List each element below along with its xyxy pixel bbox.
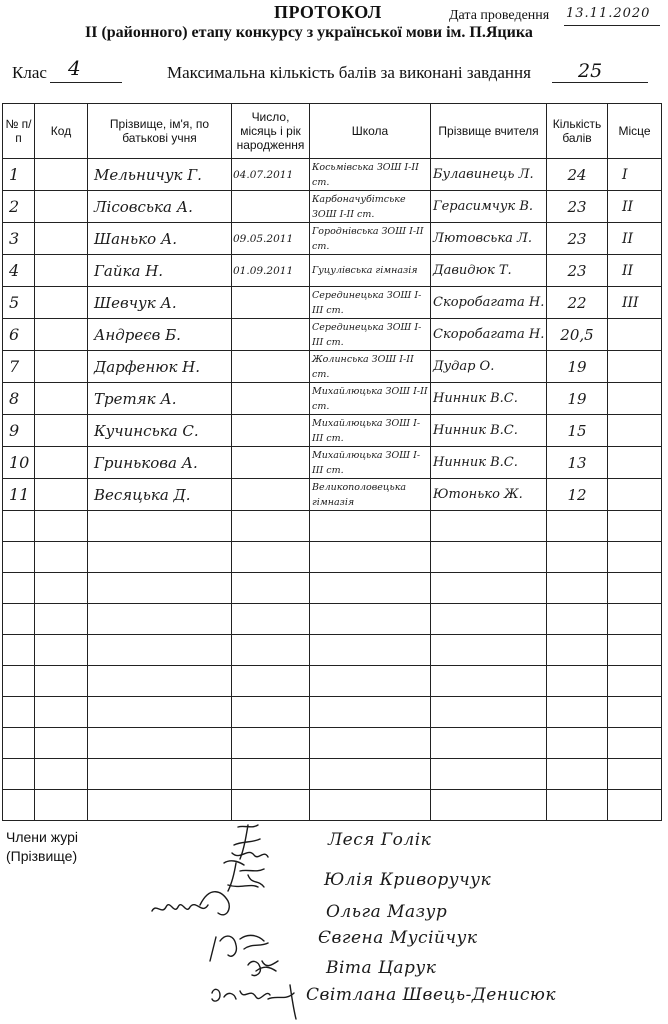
table-header-row (3, 104, 662, 159)
row-number-cell: 6 (3, 319, 35, 351)
empty-cell (35, 573, 88, 604)
empty-cell (3, 790, 35, 821)
empty-cell (431, 666, 547, 697)
empty-cell (35, 697, 88, 728)
empty-cell (547, 666, 608, 697)
place-cell: ІІ (608, 255, 662, 287)
student-name-cell: Андреєв Б. (88, 319, 232, 351)
empty-cell (35, 542, 88, 573)
empty-table-row (3, 790, 662, 821)
row-code-cell (35, 479, 88, 511)
place-cell: І (608, 159, 662, 191)
empty-cell (232, 666, 310, 697)
birth-date-cell (232, 415, 310, 447)
birth-date-cell (232, 351, 310, 383)
empty-cell (232, 635, 310, 666)
empty-table-row (3, 759, 662, 790)
empty-cell (608, 542, 662, 573)
empty-cell (88, 511, 232, 542)
column-header-school: Школа (310, 104, 431, 159)
empty-cell (431, 511, 547, 542)
empty-cell (35, 511, 88, 542)
student-name-cell: Шевчук А. (88, 287, 232, 319)
school-name-cell: Городнівська ЗОШ І-ІІ ст. (310, 223, 431, 255)
empty-cell (547, 759, 608, 790)
column-header-place: Місце (608, 104, 662, 159)
empty-cell (310, 635, 431, 666)
empty-cell (608, 759, 662, 790)
row-number-cell: 2 (3, 191, 35, 223)
empty-cell (310, 604, 431, 635)
row-number-cell: 1 (3, 159, 35, 191)
school-name-cell: Михайлюцька ЗОШ І-ІІ ст. (310, 383, 431, 415)
row-code-cell (35, 287, 88, 319)
empty-cell (88, 759, 232, 790)
empty-cell (35, 604, 88, 635)
empty-cell (608, 604, 662, 635)
empty-table-row (3, 542, 662, 573)
empty-cell (3, 728, 35, 759)
score-cell: 20,5 (547, 319, 608, 351)
score-cell: 12 (547, 479, 608, 511)
document-title: ПРОТОКОЛ (274, 2, 382, 22)
class-underline (50, 82, 122, 83)
empty-cell (3, 573, 35, 604)
school-name-cell: Косьмівська ЗОШ І-ІІ ст. (310, 159, 431, 191)
empty-cell (232, 573, 310, 604)
teacher-name-cell: Нинник В.С. (431, 415, 547, 447)
row-code-cell (35, 159, 88, 191)
student-name-cell: Гайка Н. (88, 255, 232, 287)
teacher-name-cell: Давидюк Т. (431, 255, 547, 287)
place-cell: ІІ (608, 191, 662, 223)
empty-cell (3, 604, 35, 635)
teacher-name-cell: Скоробагата Н. (431, 287, 547, 319)
birth-date-cell: 09.05.2011 (232, 223, 310, 255)
row-number-cell: 10 (3, 447, 35, 479)
empty-table-row (3, 604, 662, 635)
empty-cell (3, 542, 35, 573)
column-header-code: Код (35, 104, 88, 159)
school-name-cell: Серединецька ЗОШ І-ІІІ ст. (310, 287, 431, 319)
row-code-cell (35, 383, 88, 415)
empty-cell (310, 511, 431, 542)
place-cell (608, 415, 662, 447)
empty-cell (431, 728, 547, 759)
table-row (3, 191, 662, 223)
empty-cell (35, 635, 88, 666)
row-number-cell: 9 (3, 415, 35, 447)
date-label: Дата проведення (449, 8, 550, 23)
birth-date-cell (232, 383, 310, 415)
empty-table-row (3, 511, 662, 542)
empty-cell (547, 697, 608, 728)
empty-cell (431, 635, 547, 666)
empty-cell (310, 666, 431, 697)
row-code-cell (35, 319, 88, 351)
student-name-cell: Лісовська А. (88, 191, 232, 223)
empty-cell (431, 759, 547, 790)
row-code-cell (35, 447, 88, 479)
empty-cell (88, 635, 232, 666)
teacher-name-cell: Лютовська Л. (431, 223, 547, 255)
score-cell: 19 (547, 383, 608, 415)
table-row (3, 383, 662, 415)
place-cell: ІІІ (608, 287, 662, 319)
student-name-cell: Мельничук Г. (88, 159, 232, 191)
row-number-cell: 3 (3, 223, 35, 255)
student-name-cell: Гринькова А. (88, 447, 232, 479)
results-table (2, 103, 662, 821)
empty-cell (431, 790, 547, 821)
empty-cell (3, 759, 35, 790)
empty-cell (608, 511, 662, 542)
jury-member-name: Світлана Швець-Денисюк (306, 985, 557, 1005)
table-row (3, 415, 662, 447)
empty-cell (547, 790, 608, 821)
empty-cell (35, 759, 88, 790)
jury-member-name: Євгена Мусійчук (318, 928, 478, 948)
school-name-cell: Гуцулівська гімназія (310, 255, 431, 287)
school-name-cell: Великополовецька гімназія (310, 479, 431, 511)
student-name-cell: Кучинська С. (88, 415, 232, 447)
place-cell (608, 447, 662, 479)
score-cell: 15 (547, 415, 608, 447)
empty-cell (310, 790, 431, 821)
row-code-cell (35, 351, 88, 383)
school-name-cell: Михайлюцька ЗОШ І-ІІІ ст. (310, 447, 431, 479)
empty-cell (608, 790, 662, 821)
jury-member-name: Віта Царук (326, 958, 437, 978)
place-cell (608, 479, 662, 511)
row-code-cell (35, 415, 88, 447)
empty-cell (88, 604, 232, 635)
place-cell (608, 383, 662, 415)
score-cell: 23 (547, 223, 608, 255)
empty-cell (547, 511, 608, 542)
empty-cell (608, 666, 662, 697)
jury-surname-note: (Прізвище) (6, 848, 78, 864)
empty-cell (310, 728, 431, 759)
empty-cell (608, 697, 662, 728)
table-row (3, 351, 662, 383)
empty-cell (547, 542, 608, 573)
class-value: 4 (68, 56, 81, 80)
place-cell: ІІ (608, 223, 662, 255)
empty-cell (431, 604, 547, 635)
table-row (3, 447, 662, 479)
row-number-cell: 5 (3, 287, 35, 319)
empty-cell (431, 542, 547, 573)
max-score-label: Максимальна кількість балів за виконані завдання (167, 63, 531, 82)
row-code-cell (35, 191, 88, 223)
birth-date-cell: 01.09.2011 (232, 255, 310, 287)
teacher-name-cell: Скоробагата Н. (431, 319, 547, 351)
teacher-name-cell: Ютонько Ж. (431, 479, 547, 511)
empty-cell (431, 697, 547, 728)
empty-cell (35, 790, 88, 821)
empty-cell (310, 697, 431, 728)
empty-cell (3, 697, 35, 728)
class-label: Клас (12, 63, 47, 82)
empty-cell (88, 697, 232, 728)
empty-table-row (3, 573, 662, 604)
score-cell: 22 (547, 287, 608, 319)
empty-cell (88, 728, 232, 759)
teacher-name-cell: Дудар О. (431, 351, 547, 383)
place-cell (608, 319, 662, 351)
empty-cell (547, 635, 608, 666)
empty-cell (232, 728, 310, 759)
score-cell: 24 (547, 159, 608, 191)
student-name-cell: Весяцька Д. (88, 479, 232, 511)
row-code-cell (35, 223, 88, 255)
empty-cell (310, 759, 431, 790)
column-header-teacher: Прізвище вчителя (431, 104, 547, 159)
score-cell: 23 (547, 191, 608, 223)
empty-cell (547, 573, 608, 604)
empty-cell (310, 542, 431, 573)
jury-member-name: Юлія Криворучук (324, 870, 492, 890)
row-number-cell: 8 (3, 383, 35, 415)
document-subtitle: II (районного) етапу конкурсу з української мови ім. П.Яцика (85, 24, 533, 41)
empty-cell (232, 511, 310, 542)
table-row (3, 255, 662, 287)
empty-cell (232, 759, 310, 790)
max-score-underline (552, 82, 648, 83)
empty-cell (547, 728, 608, 759)
table-row (3, 319, 662, 351)
teacher-name-cell: Булавинець Л. (431, 159, 547, 191)
student-name-cell: Дарфенюк Н. (88, 351, 232, 383)
birth-date-cell (232, 447, 310, 479)
score-cell: 13 (547, 447, 608, 479)
date-value: 13.11.2020 (566, 6, 651, 21)
school-name-cell: Михайлюцька ЗОШ І-ІІІ ст. (310, 415, 431, 447)
student-name-cell: Шанько А. (88, 223, 232, 255)
score-cell: 19 (547, 351, 608, 383)
empty-cell (310, 573, 431, 604)
school-name-cell: Жолинська ЗОШ І-ІІ ст. (310, 351, 431, 383)
birth-date-cell (232, 191, 310, 223)
date-underline (564, 25, 660, 26)
school-name-cell: Серединецька ЗОШ І-ІІІ ст. (310, 319, 431, 351)
place-cell (608, 351, 662, 383)
empty-cell (608, 728, 662, 759)
empty-cell (3, 666, 35, 697)
table-row (3, 479, 662, 511)
column-header-score: Кількість балів (547, 104, 608, 159)
table-body (3, 159, 662, 821)
empty-cell (608, 635, 662, 666)
row-number-cell: 11 (3, 479, 35, 511)
jury-signatures-image (140, 815, 315, 1020)
empty-cell (3, 635, 35, 666)
empty-cell (547, 604, 608, 635)
row-number-cell: 7 (3, 351, 35, 383)
column-header-birth-date: Число, місяць і рік народження (232, 104, 310, 159)
empty-table-row (3, 635, 662, 666)
empty-cell (3, 511, 35, 542)
teacher-name-cell: Герасимчук В. (431, 191, 547, 223)
school-name-cell: Карбоначубітське ЗОШ І-ІІ ст. (310, 191, 431, 223)
score-cell: 23 (547, 255, 608, 287)
birth-date-cell (232, 479, 310, 511)
empty-cell (35, 728, 88, 759)
empty-cell (431, 573, 547, 604)
teacher-name-cell: Нинник В.С. (431, 447, 547, 479)
empty-cell (608, 573, 662, 604)
birth-date-cell (232, 287, 310, 319)
empty-cell (232, 542, 310, 573)
empty-cell (232, 697, 310, 728)
student-name-cell: Третяк А. (88, 383, 232, 415)
birth-date-cell: 04.07.2011 (232, 159, 310, 191)
empty-cell (88, 666, 232, 697)
table-row (3, 223, 662, 255)
empty-cell (35, 666, 88, 697)
table-row (3, 159, 662, 191)
teacher-name-cell: Нинник В.С. (431, 383, 547, 415)
row-number-cell: 4 (3, 255, 35, 287)
table-row (3, 287, 662, 319)
empty-table-row (3, 697, 662, 728)
birth-date-cell (232, 319, 310, 351)
empty-cell (88, 542, 232, 573)
column-header-student-name: Прізвище, ім'я, по батькові учня (88, 104, 232, 159)
max-score-value: 25 (578, 60, 603, 82)
empty-cell (232, 604, 310, 635)
jury-member-name: Леся Голік (328, 830, 432, 850)
empty-table-row (3, 728, 662, 759)
empty-cell (88, 573, 232, 604)
empty-table-row (3, 666, 662, 697)
row-code-cell (35, 255, 88, 287)
column-header-number: № п/п (3, 104, 35, 159)
jury-label: Члени журі (6, 829, 78, 845)
jury-member-name: Ольга Мазур (326, 902, 448, 922)
